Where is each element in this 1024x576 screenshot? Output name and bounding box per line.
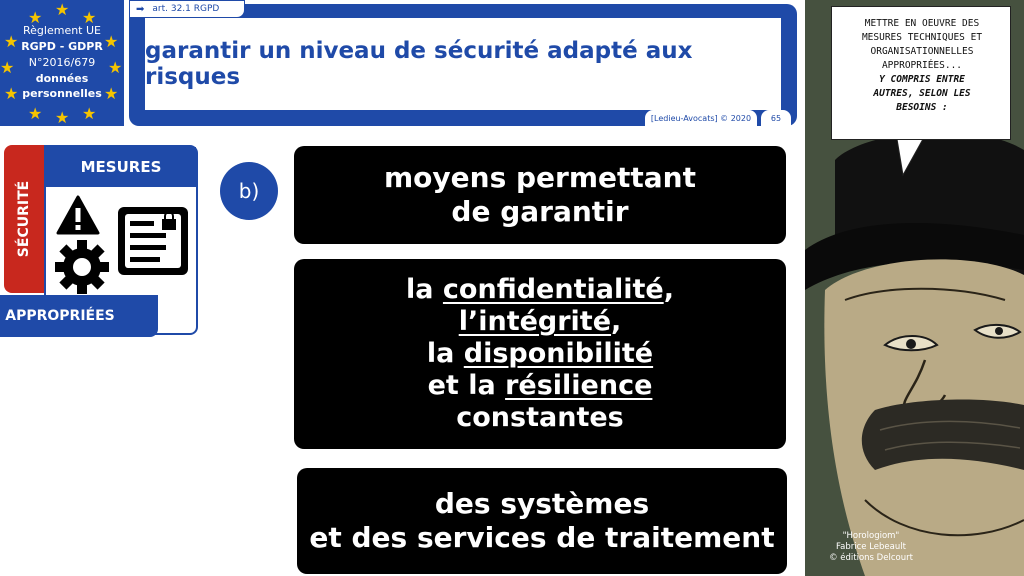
- star-icon: ★: [108, 58, 123, 77]
- bubble-line: MESURES TECHNIQUES ET: [861, 32, 983, 43]
- properties-line-3: [427, 338, 653, 370]
- eu-regulation-badge: [0, 0, 124, 126]
- document-lock-icon: [116, 205, 190, 277]
- properties-box: [294, 259, 786, 449]
- warning-icon: [56, 195, 100, 235]
- item-marker: b): [220, 162, 278, 220]
- badge-line-personnelles: personnelles: [22, 87, 102, 100]
- comma: ,: [663, 274, 674, 305]
- page-title: garantir un niveau de sécurité adapté aux risques: [145, 38, 693, 90]
- integrite-term: l’intégrité: [458, 306, 612, 337]
- comic-panel: [805, 0, 1024, 576]
- article-tab: [129, 0, 245, 18]
- bubble-line: BESOINS :: [896, 102, 948, 113]
- header-inner: [145, 18, 781, 110]
- caption-author: Fabrice Lebeault: [836, 542, 906, 552]
- properties-line-1: [406, 274, 674, 306]
- bubble-line: METTRE EN OEUVRE DES: [864, 18, 980, 29]
- confidentialite-term: confidentialité: [442, 274, 664, 305]
- badge-line-regulation: Règlement UE: [23, 24, 101, 37]
- properties-line-4: [428, 370, 653, 402]
- bubble-line: ORGANISATIONNELLES: [870, 46, 974, 57]
- article-reference: art. 32.1 RGPD: [152, 4, 220, 14]
- systems-box: [297, 468, 787, 574]
- star-icon: ★: [0, 58, 15, 77]
- speech-bubble: [831, 6, 1011, 140]
- securite-label: SÉCURITÉ: [16, 180, 32, 258]
- text-et-la: et la: [427, 370, 496, 401]
- star-icon: ★: [82, 104, 97, 123]
- credit-tab: [Ledieu-Avocats] © 2020: [645, 110, 757, 126]
- star-icon: ★: [104, 32, 119, 51]
- systems-line-2: et des services de traitement: [309, 521, 775, 554]
- comic-caption: [811, 531, 931, 564]
- text-la: la: [426, 338, 455, 369]
- bubble-line: APPROPRIÉES...: [881, 60, 963, 71]
- star-icon: ★: [82, 8, 97, 27]
- mesures-label: MESURES: [46, 147, 196, 187]
- star-icon: ★: [4, 84, 19, 103]
- comma: ,: [611, 306, 622, 337]
- badge-line-rgpd: RGPD - GDPR: [21, 40, 103, 53]
- means-box: [294, 146, 786, 244]
- properties-line-2: [459, 306, 622, 338]
- star-icon: ★: [28, 104, 43, 123]
- star-icon: ★: [55, 108, 70, 127]
- badge-line-donnees: données: [35, 72, 89, 85]
- header-frame: [129, 4, 797, 126]
- caption-publisher: © éditions Delcourt: [829, 553, 913, 563]
- systems-line-1: des systèmes: [434, 487, 650, 520]
- star-icon: ★: [104, 84, 119, 103]
- page-number: 65: [761, 110, 791, 126]
- bubble-line: Y COMPRIS ENTRE: [879, 74, 965, 85]
- speech-bubble-text: [838, 17, 1006, 115]
- resilience-term: résilience: [505, 370, 653, 401]
- disponibilite-term: disponibilité: [463, 338, 654, 369]
- badge-line-number: N°2016/679: [28, 56, 96, 69]
- star-icon: ★: [55, 0, 70, 19]
- bubble-line: AUTRES, SELON LES: [873, 88, 971, 99]
- means-line-1: moyens permettant: [384, 161, 696, 194]
- properties-line-5: constantes: [456, 402, 624, 433]
- means-line-2: de garantir: [451, 195, 629, 228]
- text-la: la: [406, 274, 434, 305]
- caption-title: "Horologiom": [842, 531, 900, 541]
- arrow-right-icon: ➡: [136, 3, 145, 15]
- star-icon: ★: [4, 32, 19, 51]
- gear-icon: [52, 237, 112, 297]
- securite-vertical-tab: [4, 145, 44, 293]
- appropriees-label: APPROPRIÉES: [0, 295, 158, 337]
- star-icon: ★: [28, 8, 43, 27]
- security-panel: [4, 145, 198, 335]
